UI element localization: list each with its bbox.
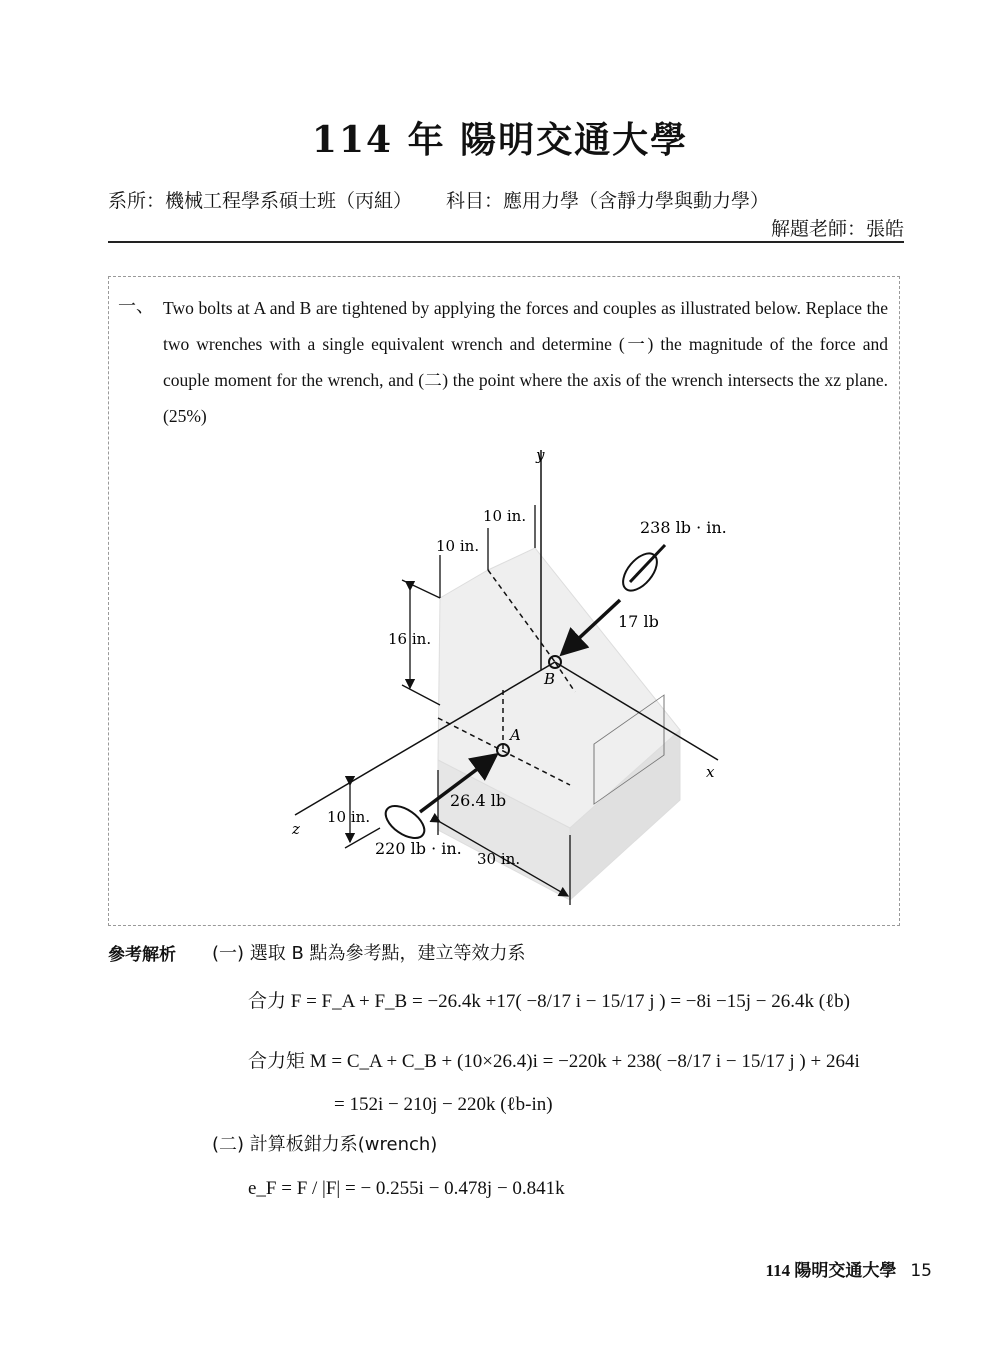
force-b-arrow [562, 545, 665, 654]
header-divider [108, 241, 904, 243]
equation-moment: 合力矩 M = C_A + C_B + (10×26.4)i = −220k + 238( −8/17 i − 15/17 j ) + 264i [248, 1051, 860, 1072]
x-axis-label: x [706, 763, 715, 781]
wrench-figure [280, 440, 760, 910]
part2-heading: (二) 計算板鉗力系(wrench) [212, 1134, 438, 1155]
z-axis-label: z [292, 820, 300, 838]
equation-moment-result: = 152i − 210j − 220k (ℓb-in) [334, 1094, 553, 1115]
question-number: 一、 [118, 296, 154, 317]
answer-label: 參考解析 [108, 945, 176, 965]
page-title: 114 年 陽明交通大學 [311, 119, 689, 161]
force-b-label: 17 lb [618, 612, 659, 631]
page-footer [766, 1256, 932, 1281]
couple-a-label: 220 lb · in. [375, 839, 462, 858]
dim-top-2: 10 in. [436, 537, 480, 555]
y-axis-label: y [536, 446, 545, 464]
question-text: Two bolts at A and B are tightened by applying the forces and couples as illustrated below. Replace the two wrenches with a single equivalent wrench and determine (一) the magnitude of the force and couple moment for the wrench, and (二) the point where the axis of the wrench intersects the xz plane. (25%) [163, 298, 888, 426]
exam-meta [108, 186, 769, 213]
couple-b-label: 238 lb · in. [640, 518, 727, 537]
dim-length: 30 in. [477, 850, 521, 868]
teacher-label: 解題老師：張皓 [770, 218, 904, 240]
department-label: 系所：機械工程學系碩士班（丙組） [108, 190, 413, 212]
dim-top-1: 10 in. [483, 507, 527, 525]
subject-label: 科目：應用力學（含靜力學與動力學） [446, 190, 770, 212]
block-shape [438, 548, 680, 900]
part1-heading: (一) 選取 B 點為參考點，建立等效力系 [212, 943, 526, 964]
force-a-label: 26.4 lb [450, 791, 507, 810]
dim-height: 16 in. [388, 630, 432, 648]
point-b-label: B [544, 670, 556, 688]
equation-force: 合力 F = F_A + F_B = −26.4k +17( −8/17 i − 15/17 j ) = −8i −15j − 26.4k (ℓb) [248, 991, 850, 1012]
point-a-label: A [510, 726, 521, 744]
equation-unit-vector: e_F = F / |F| = − 0.255i − 0.478j − 0.841k [248, 1178, 565, 1199]
footer-school: 114 陽明交通大學 [765, 1261, 897, 1280]
page-number: 15 [910, 1261, 932, 1281]
dim-front: 10 in. [327, 808, 371, 826]
